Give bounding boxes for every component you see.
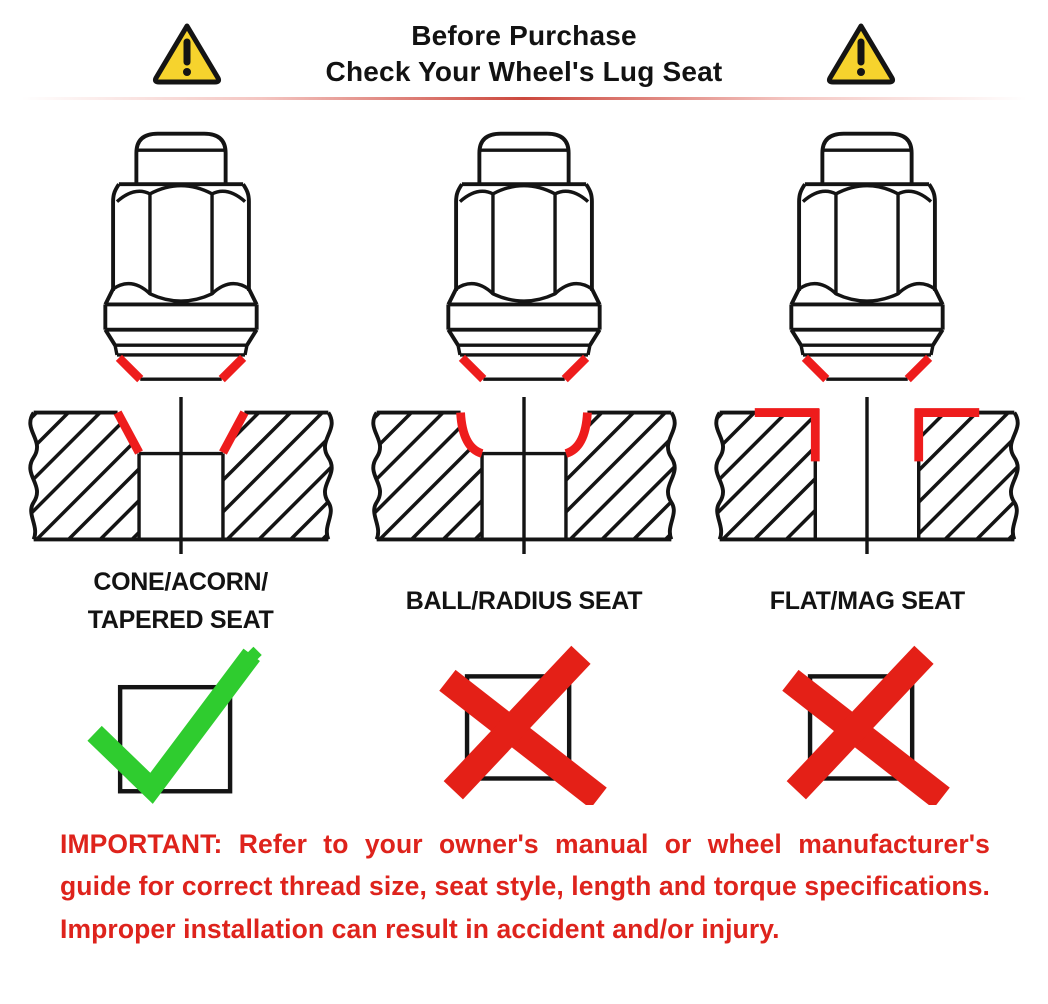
title-line-2: Check Your Wheel's Lug Seat — [325, 56, 723, 88]
seat-label-line-2: TAPERED SEAT — [87, 605, 274, 634]
lug-nut-line-drawing — [417, 124, 631, 389]
flat-seat-cross-section-icon — [706, 395, 1028, 556]
header — [0, 0, 1048, 97]
seat-label-line-1: BALL/RADIUS SEAT — [405, 587, 643, 616]
lug-nut-line-drawing — [74, 124, 288, 389]
seat-comparison-grid — [9, 100, 1039, 805]
verdict-rejected — [424, 643, 624, 805]
verdict-approved — [81, 643, 281, 805]
important-note: IMPORTANT: Refer to your owner's manual or wheel manufacturer's guide for correct thread size, seat style, length and torque specifications. Improper installation can result in accident and/or injury. — [60, 828, 990, 944]
acorn-lug-nut-icon — [417, 124, 631, 384]
lug-nut-line-drawing — [760, 124, 974, 389]
flat-seat-cross-section-diagram — [706, 395, 1028, 561]
page-title — [326, 18, 723, 91]
seat-column-ball-radius — [352, 100, 695, 805]
acorn-lug-nut-icon — [74, 124, 288, 384]
radius-seat-cross-section-diagram — [363, 395, 685, 561]
warning-triangle-icon — [150, 20, 224, 88]
tapered-seat-cross-section-diagram — [20, 395, 342, 561]
verdict-rejected — [767, 643, 967, 805]
seat-column-flat-mag — [696, 100, 1039, 805]
seat-label-line-1: CONE/ACORN/ — [93, 568, 268, 597]
radius-seat-cross-section-icon — [363, 395, 685, 556]
tapered-seat-cross-section-icon — [20, 395, 342, 556]
seat-label-line-1: FLAT/MAG SEAT — [769, 587, 965, 616]
seat-column-cone-acorn-tapered — [9, 100, 352, 805]
red-cross-icon — [767, 643, 967, 805]
acorn-lug-nut-icon — [760, 124, 974, 384]
red-cross-icon — [424, 643, 624, 805]
green-checkmark-icon — [81, 643, 281, 805]
title-line-1: Before Purchase — [411, 20, 637, 51]
warning-triangle-icon — [824, 20, 898, 88]
seat-label-cone-acorn-tapered — [88, 561, 274, 643]
seat-label-flat-mag — [770, 561, 965, 643]
seat-label-ball-radius — [406, 561, 642, 643]
